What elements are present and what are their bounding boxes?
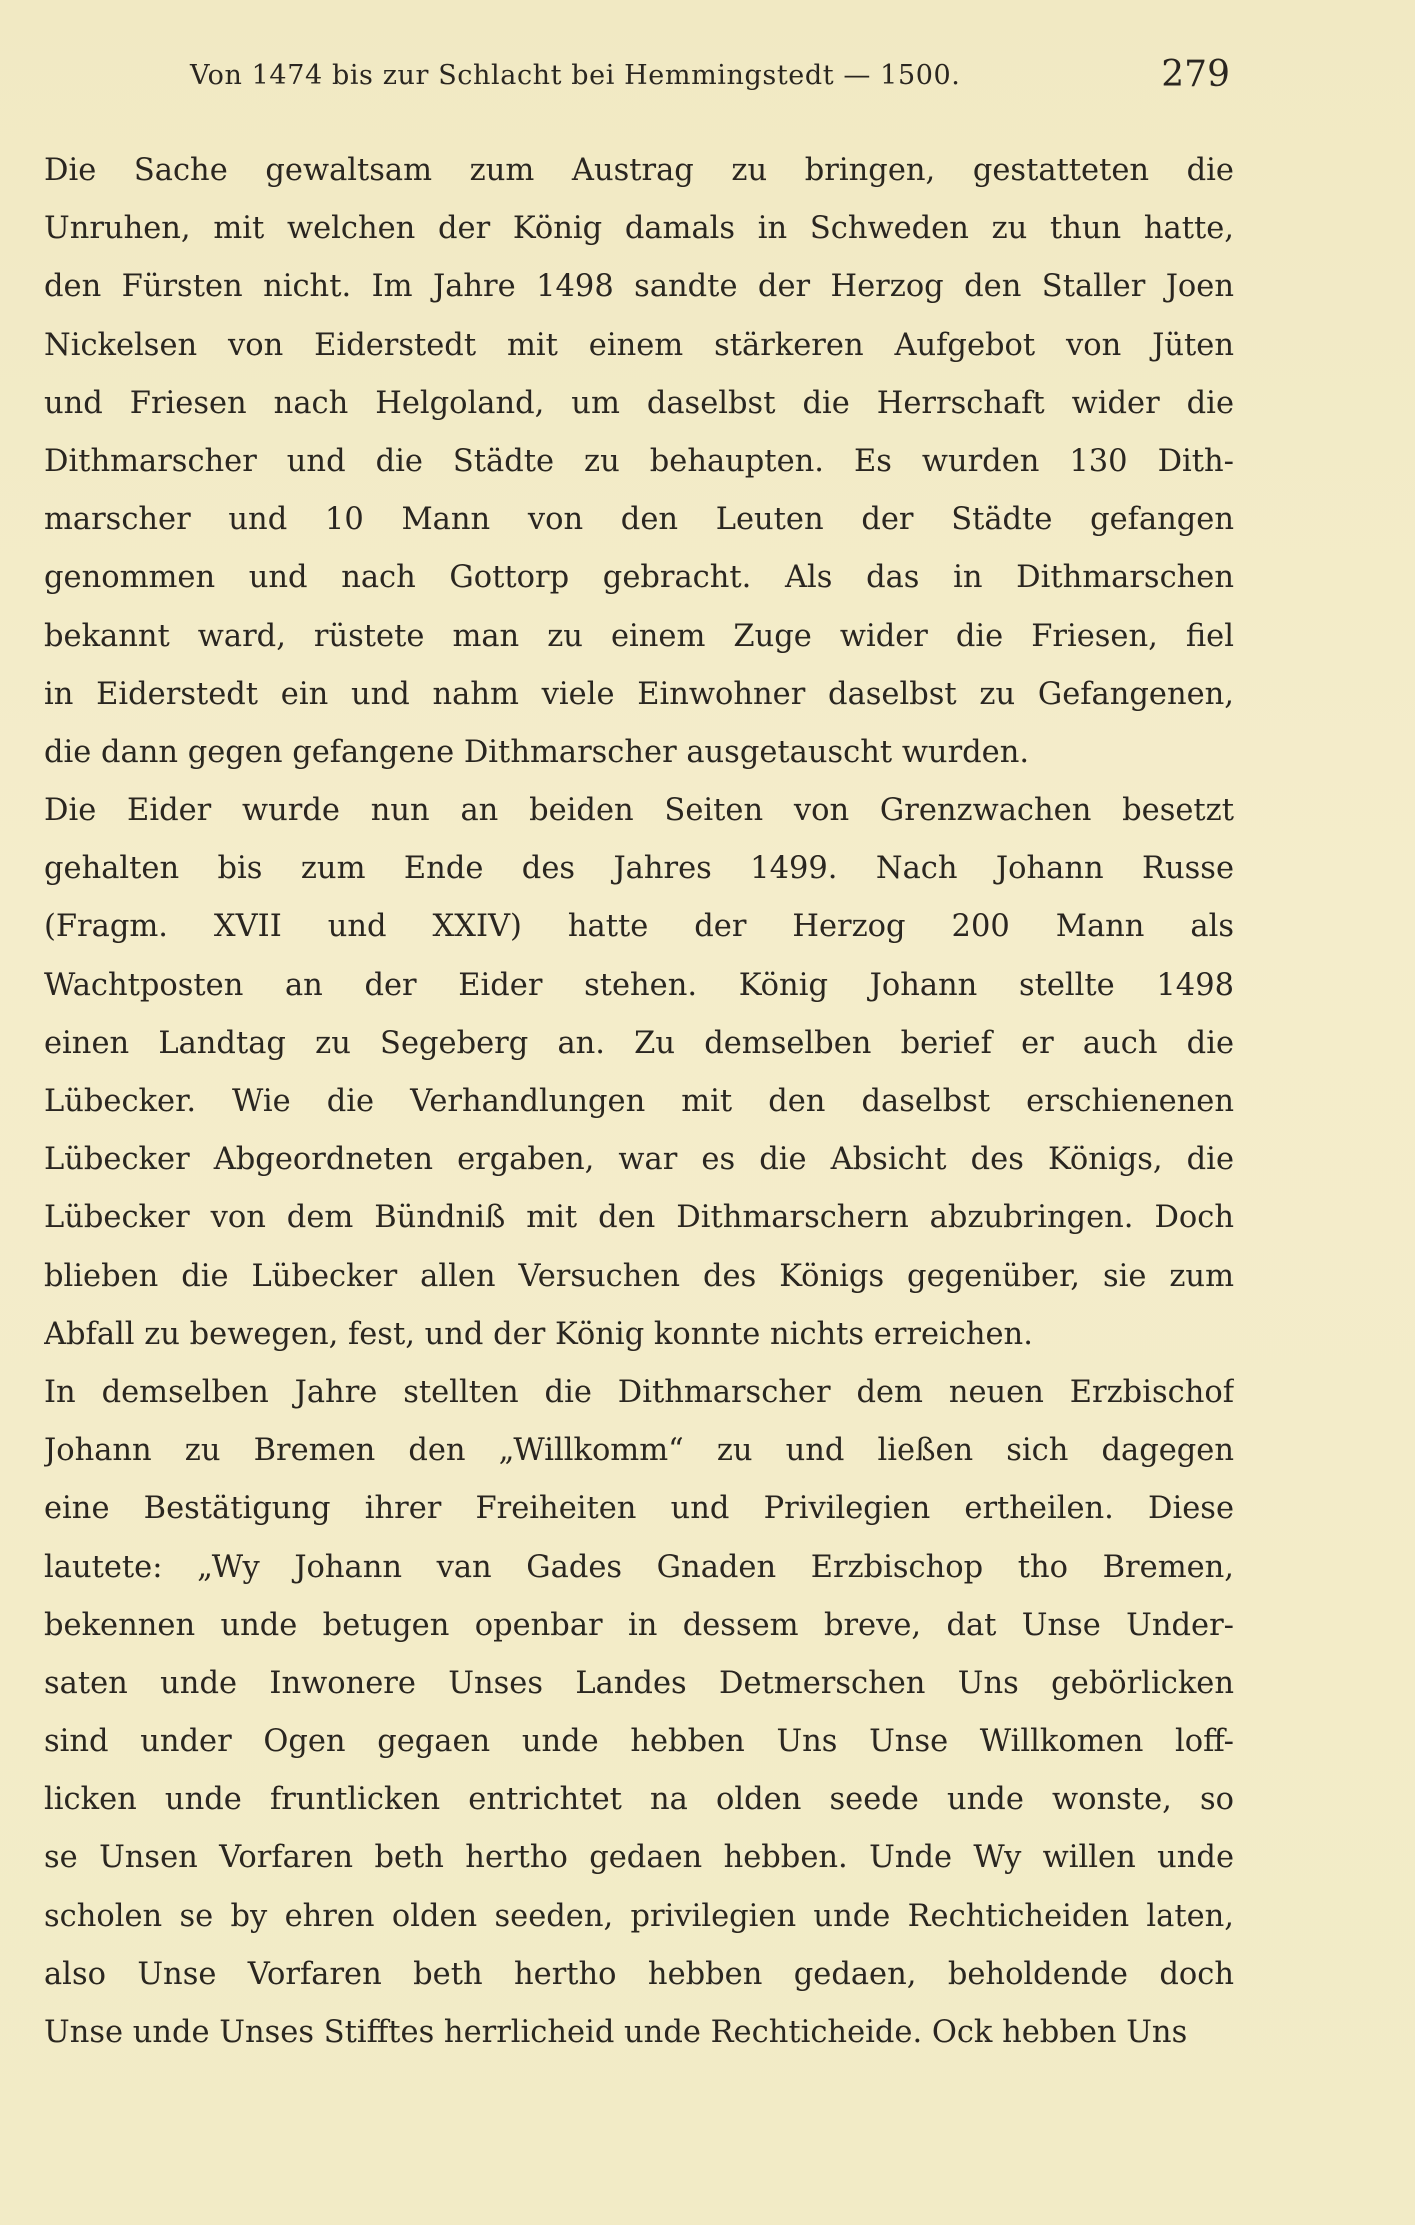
text-line: Unse unde Unses Stifftes herrlicheid unde Rechticheide. Ock hebben Uns: [44, 2015, 1188, 2050]
running-title: Von 1474 bis zur Schlacht bei Hemmingstedt — 1500.: [190, 60, 961, 91]
text-line: Unruhen, mit welchen der König damals in Schweden zu thun hatte,: [44, 211, 1234, 247]
page-number: 279: [1161, 54, 1230, 95]
text-line: saten unde Inwonere Unses Landes Detmerschen Uns gebörlicken: [44, 1665, 1234, 1701]
text-line: marscher und 10 Mann von den Leuten der Städte gefangen: [44, 502, 1234, 538]
text-line: bekennen unde betugen openbar in dessem breve, dat Unse Under-: [44, 1607, 1234, 1643]
text-line: In demselben Jahre stellten die Dithmarscher dem neuen Erzbischof: [44, 1374, 1234, 1410]
text-line: Lübecker von dem Bündniß mit den Dithmarschern abzubringen. Doch: [44, 1200, 1234, 1236]
text-line: sind under Ogen gegaen unde hebben Uns Unse Willkomen loff-: [44, 1724, 1234, 1760]
text-line: die dann gegen gefangene Dithmarscher ausgetauscht wurden.: [44, 734, 1030, 770]
text-line: den Fürsten nicht. Im Jahre 1498 sandte der Herzog den Staller Joen: [44, 269, 1234, 305]
body-text: [44, 142, 1234, 2062]
text-line: scholen se by ehren olden seeden, privilegien unde Rechticheiden laten,: [44, 1898, 1234, 1934]
text-line: licken unde fruntlicken entrichtet na olden seede unde wonste, so: [44, 1782, 1234, 1818]
text-line: Lübecker. Wie die Verhandlungen mit den daselbst erschienenen: [44, 1084, 1234, 1119]
text-line: (Fragm. XVII und XXIV) hatte der Herzog 200 Mann als: [44, 909, 1234, 945]
text-line: einen Landtag zu Segeberg an. Zu demselben berief er auch die: [44, 1025, 1234, 1061]
text-line: blieben die Lübecker allen Versuchen des Königs gegenüber, sie zum: [44, 1258, 1234, 1294]
text-line: Abfall zu bewegen, fest, und der König konnte nichts erreichen.: [44, 1316, 1033, 1352]
page-header: [190, 52, 1230, 102]
text-line: gehalten bis zum Ende des Jahres 1499. Nach Johann Russe: [44, 851, 1234, 887]
text-line: se Unsen Vorfaren beth hertho gedaen hebben. Unde Wy willen unde: [44, 1840, 1234, 1876]
text-line: Die Eider wurde nun an beiden Seiten von Grenzwachen besetzt: [44, 793, 1234, 829]
text-line: also Unse Vorfaren beth hertho hebben gedaen, beholdende doch: [44, 1956, 1234, 1992]
text-line: genommen und nach Gottorp gebracht. Als das in Dithmarschen: [44, 560, 1234, 596]
text-line: Lübecker Abgeordneten ergaben, war es die Absicht des Königs, die: [44, 1142, 1234, 1178]
text-line: Wachtposten an der Eider stehen. König Johann stellte 1498: [44, 967, 1234, 1003]
text-line: Johann zu Bremen den „Willkomm“ zu und ließen sich dagegen: [44, 1433, 1234, 1469]
text-line: Die Sache gewaltsam zum Austrag zu bringen, gestatteten die: [44, 153, 1234, 188]
text-line: und Friesen nach Helgoland, um daselbst die Herrschaft wider die: [44, 385, 1234, 421]
text-line: Nickelsen von Eiderstedt mit einem stärkeren Aufgebot von Jüten: [44, 327, 1234, 363]
text-line: in Eiderstedt ein und nahm viele Einwohner daselbst zu Gefangenen,: [44, 676, 1234, 712]
text-line: lautete: „Wy Johann van Gades Gnaden Erzbischop tho Bremen,: [44, 1549, 1234, 1585]
text-line: eine Bestätigung ihrer Freiheiten und Privilegien ertheilen. Diese: [44, 1491, 1234, 1527]
text-line: Dithmarscher und die Städte zu behaupten. Es wurden 130 Dith-: [44, 443, 1234, 479]
text-line: bekannt ward, rüstete man zu einem Zuge wider die Friesen, fiel: [44, 618, 1234, 654]
